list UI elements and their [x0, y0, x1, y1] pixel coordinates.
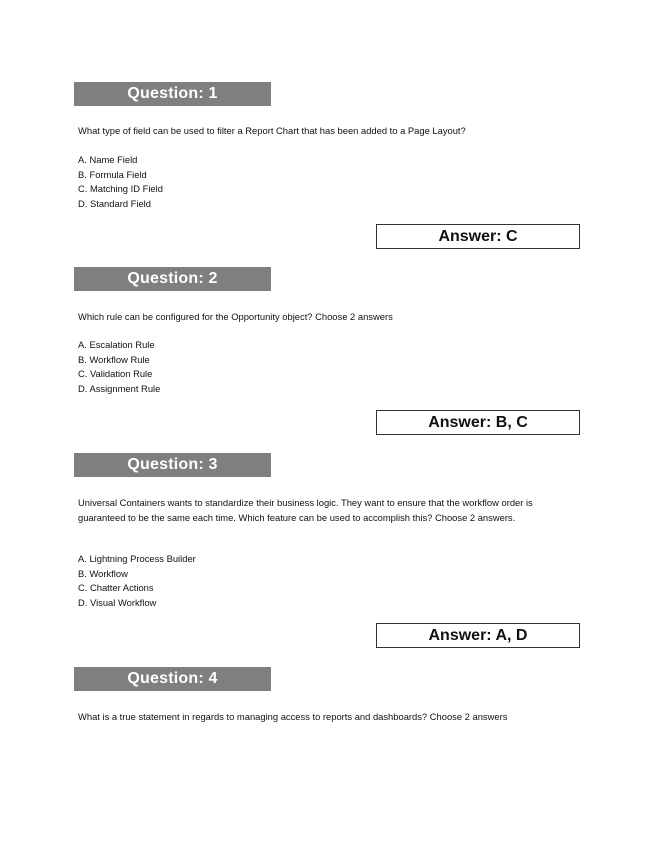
- option-c: C. Validation Rule: [78, 368, 153, 379]
- question-1-options: [78, 153, 163, 211]
- option-b: B. Workflow: [78, 567, 128, 579]
- question-3-options: [78, 552, 196, 610]
- question-2-options: [78, 338, 160, 396]
- question-1-text: What type of field can be used to filter a Report Chart that has been added to a Page Layout?: [78, 125, 466, 136]
- question-1-header: Question: 1: [74, 82, 271, 106]
- question-4-text: What is a true statement in regards to managing access to reports and dashboards? Choose 2 answers: [78, 711, 508, 722]
- question-4-header: Question: 4: [74, 667, 271, 691]
- option-c: C. Matching ID Field: [78, 183, 163, 194]
- question-2-header: Question: 2: [74, 267, 271, 291]
- option-d: D. Standard Field: [78, 197, 151, 209]
- option-b: B. Workflow Rule: [78, 353, 150, 365]
- question-2-text: Which rule can be configured for the Opportunity object? Choose 2 answers: [78, 311, 393, 322]
- option-a: A. Name Field: [78, 154, 138, 165]
- question-1-answer: Answer: C: [376, 224, 580, 249]
- option-b: B. Formula Field: [78, 168, 147, 180]
- question-3-answer: Answer: A, D: [376, 623, 580, 648]
- question-3-text: Universal Containers wants to standardize their business logic. They want to ensure that the workflow order is guaranteed to be the same each time. Which feature can be used to accomplish this? Choose 2 answers.: [78, 497, 533, 523]
- question-3-header: Question: 3: [74, 453, 271, 477]
- option-d: D. Visual Workflow: [78, 596, 157, 608]
- option-c: C. Chatter Actions: [78, 582, 154, 593]
- question-2-answer: Answer: B, C: [376, 410, 580, 435]
- option-a: A. Escalation Rule: [78, 339, 155, 350]
- option-a: A. Lightning Process Builder: [78, 553, 196, 564]
- option-d: D. Assignment Rule: [78, 382, 161, 394]
